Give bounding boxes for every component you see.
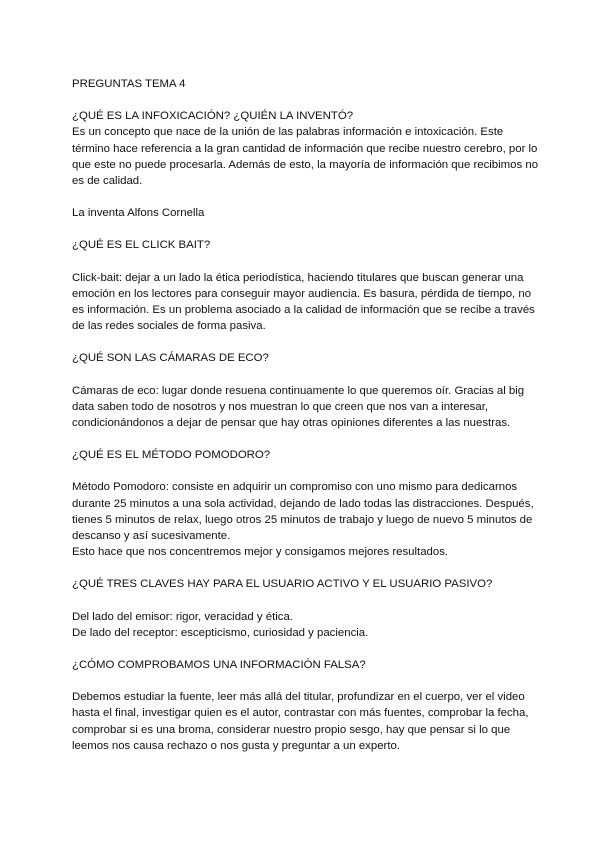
answer-line: es de calidad. xyxy=(72,175,143,188)
answer-line: condicionándonos a dejar de pensar que hay otras opiniones diferentes a las nuestras. xyxy=(72,417,511,430)
answer-informacion-falsa xyxy=(72,689,542,754)
answer-line: De lado del receptor: escepticismo, curiosidad y paciencia. xyxy=(72,626,369,639)
answer-line: Esto hace que nos concentremos mejor y consigamos mejores resultados. xyxy=(72,546,449,559)
answer-inventor: La inventa Alfons Cornella xyxy=(72,207,205,220)
answer-line: que este no puede procesarla. Además de esto, la mayoría de información que recibimos no xyxy=(72,158,539,171)
answer-camaras-de-eco xyxy=(72,383,542,432)
answer-line: Click-bait: dejar a un lado la ética periodística, haciendo titulares que buscan generar una xyxy=(72,271,524,284)
answer-click-bait xyxy=(72,270,542,335)
question-tres-claves: ¿QUÉ TRES CLAVES HAY PARA EL USUARIO ACTIVO Y EL USUARIO PASIVO? xyxy=(72,578,493,591)
answer-line: Debemos estudiar la fuente, leer más allá del titular, profundizar en el cuerpo, ver el video xyxy=(72,691,525,704)
answer-line: Método Pomodoro: consiste en adquirir un compromiso con uno mismo para dedicarnos xyxy=(72,481,518,494)
answer-metodo-pomodoro xyxy=(72,479,542,560)
answer-line: hasta el final, investigar quien es el autor, contrastar con más fuentes, comprobar la fecha, xyxy=(72,707,529,720)
question-click-bait: ¿QUÉ ES EL CLICK BAIT? xyxy=(72,239,211,252)
answer-line: leemos nos causa rechazo o nos gusta y preguntar a un experto. xyxy=(72,739,400,752)
question-metodo-pomodoro: ¿QUÉ ES EL MÉTODO POMODORO? xyxy=(72,449,271,462)
answer-line: Es un concepto que nace de la unión de las palabras información e intoxicación. Este xyxy=(72,126,504,139)
answer-line: comprobar si es una broma, considerar nuestro propio sesgo, hay que pensar si lo que xyxy=(72,723,511,736)
answer-line: durante 25 minutos a una sola actividad, dejando de lado todas las distracciones. Después, xyxy=(72,497,534,510)
answer-line: descanso y así sucesivamente. xyxy=(72,530,231,543)
document-title: PREGUNTAS TEMA 4 xyxy=(72,78,186,90)
question-infoxicacion: ¿QUÉ ES LA INFOXICACIÓN? ¿QUIÉN LA INVENTÓ? xyxy=(72,110,354,123)
answer-line: de las redes sociales de forma pasiva. xyxy=(72,320,266,333)
answer-line: tienes 5 minutos de relax, luego otros 25 minutos de trabajo y luego de nuevo 5 minutos de xyxy=(72,513,533,526)
question-informacion-falsa: ¿CÓMO COMPROBAMOS UNA INFORMACIÓN FALSA? xyxy=(72,659,366,672)
answer-line: Cámaras de eco: lugar donde resuena continuamente lo que queremos oír. Gracias al big xyxy=(72,384,525,397)
answer-tres-claves xyxy=(72,609,542,641)
question-camaras-de-eco: ¿QUÉ SON LAS CÁMARAS DE ECO? xyxy=(72,352,269,365)
answer-line: término hace referencia a la gran cantidad de información que recibe nuestro cerebro, por lo xyxy=(72,142,538,155)
answer-line: Del lado del emisor: rigor, veracidad y ética. xyxy=(72,610,293,623)
answer-line: data saben todo de nosotros y nos muestran lo que creen que nos van a interesar, xyxy=(72,400,489,413)
answer-line: emoción en los lectores para conseguir mayor audiencia. Es basura, pérdida de tiempo, no xyxy=(72,287,532,300)
document-page xyxy=(72,76,542,770)
answer-line: es información. Es un problema asociado a la calidad de información que se recibe a través xyxy=(72,304,535,317)
answer-infoxicacion xyxy=(72,124,542,189)
